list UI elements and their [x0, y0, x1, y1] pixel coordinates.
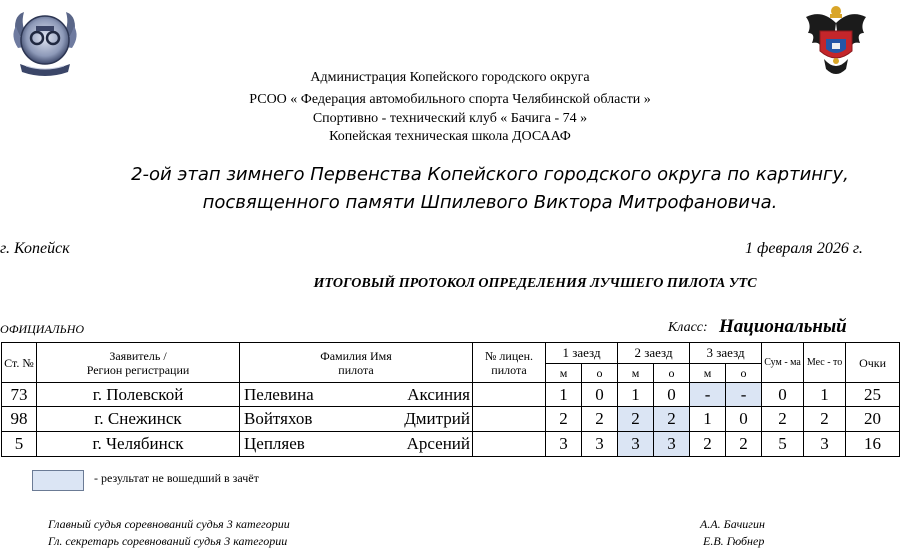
cell-region: г. Снежинск: [37, 407, 240, 432]
event-place: г. Копейск: [0, 240, 70, 257]
header-heat2-o: о: [654, 364, 690, 383]
header-license-line2: пилота: [491, 362, 527, 377]
cell-sum: 0: [762, 383, 804, 407]
cell-heat1-m: 2: [546, 407, 582, 432]
header-line-school: Копейская техническая школа ДОСААФ: [329, 129, 571, 144]
header-heat1-o: о: [582, 364, 618, 383]
pilot-surname: Пелевина: [244, 384, 314, 404]
header-line-federation: РСОО « Федерация автомобильного спорта Челябинской области »: [249, 92, 651, 107]
header-heat1-m: м: [546, 364, 582, 383]
header-pilot: [240, 343, 473, 383]
cell-points: 25: [846, 383, 900, 407]
cell-heat1-o: 2: [582, 407, 618, 432]
header-heat2-m: м: [618, 364, 654, 383]
cell-heat2-m-discarded: 2: [618, 407, 654, 432]
cell-heat1-o: 0: [582, 383, 618, 407]
cell-start-no: 98: [2, 407, 37, 432]
chief-secretary-name: Е.В. Гюбнер: [703, 534, 765, 548]
cell-license: [473, 407, 546, 432]
cell-pilot: [240, 407, 473, 432]
cell-heat2-o-discarded: 2: [654, 407, 690, 432]
cell-heat2-o-discarded: 3: [654, 432, 690, 457]
cell-heat3-m: 1: [690, 407, 726, 432]
pilot-name: Дмитрий: [404, 409, 470, 428]
pilot-surname: Цепляев: [244, 434, 305, 453]
header-line-administration: Администрация Копейского городского округа: [310, 70, 590, 85]
header-start-no: [2, 343, 37, 383]
class-value: Национальный: [719, 316, 847, 337]
header-points: Очки: [846, 343, 900, 383]
cell-heat3-o: 2: [726, 432, 762, 457]
cell-start-no: 73: [2, 383, 37, 407]
header-place-label: Мес - то: [806, 356, 843, 368]
header-heat1: 1 заезд: [546, 343, 618, 364]
class-label: Класс:: [668, 320, 708, 335]
event-title-line1: 2-ой этап зимнего Первенства Копейского городского округа по картингу,: [131, 164, 849, 185]
table-header-row: [2, 343, 900, 364]
cell-pilot: [240, 383, 473, 407]
pilot-name: Аксиния: [407, 384, 470, 404]
chief-judge-role: Главный судья соревнований судья 3 категории: [48, 517, 290, 531]
cell-heat3-m: 2: [690, 432, 726, 457]
table-row: [2, 383, 900, 407]
pilot-name: Арсений: [406, 434, 470, 453]
cell-points: 20: [846, 407, 900, 432]
legend-swatch: [32, 470, 84, 491]
header-heat3-o: о: [726, 364, 762, 383]
cell-start-no: 5: [2, 432, 37, 457]
cell-points: 16: [846, 432, 900, 457]
header-sum-label: Сум - ма: [764, 356, 801, 368]
header-line-club: Спортивно - технический клуб « Бачига - 74 »: [312, 111, 588, 126]
cell-heat3-m-discarded: -: [690, 383, 726, 407]
header-applicant-line1: Заявитель /: [109, 348, 167, 363]
cell-heat2-m: 1: [618, 383, 654, 407]
cell-heat1-m: 1: [546, 383, 582, 407]
header-pilot-line1: Фамилия Имя: [320, 348, 392, 363]
header-license: [473, 343, 546, 383]
legend-text: - результат не вошедший в зачёт: [94, 471, 259, 485]
results-table: [1, 342, 900, 457]
cell-heat2-o: 0: [654, 383, 690, 407]
header-place: [804, 343, 846, 383]
cell-pilot: [240, 432, 473, 457]
protocol-title: ИТОГОВЫЙ ПРОТОКОЛ ОПРЕДЕЛЕНИЯ ЛУЧШЕГО ПИЛОТА УТС: [313, 276, 757, 291]
table-row: [2, 432, 900, 457]
header-sum: [762, 343, 804, 383]
header-license-line1: № лицен.: [484, 348, 534, 363]
cell-region: г. Челябинск: [37, 432, 240, 457]
club-emblem-logo: [10, 6, 80, 80]
header-pilot-line2: пилота: [338, 362, 374, 377]
cell-heat3-o: 0: [726, 407, 762, 432]
cell-heat1-o: 3: [582, 432, 618, 457]
cell-place: 1: [804, 383, 846, 407]
cell-heat2-m-discarded: 3: [618, 432, 654, 457]
header-heat3-m: м: [690, 364, 726, 383]
cell-heat3-o-discarded: -: [726, 383, 762, 407]
event-date: 1 февраля 2026 г.: [745, 240, 863, 257]
chief-secretary-role: Гл. секретарь соревнований судья 3 категории: [48, 534, 288, 548]
header-applicant-line2: Регион регистрации: [86, 362, 190, 377]
cell-sum: 5: [762, 432, 804, 457]
status-label: ОФИЦИАЛЬНО: [0, 322, 85, 336]
event-title-line2: посвященного памяти Шпилевого Виктора Митрофановича.: [202, 192, 778, 213]
header-applicant: [37, 343, 240, 383]
cell-heat1-m: 3: [546, 432, 582, 457]
header-start-no-label: Ст. №: [4, 355, 34, 370]
cell-license: [473, 432, 546, 457]
cell-place: 2: [804, 407, 846, 432]
cell-sum: 2: [762, 407, 804, 432]
header-heat2: 2 заезд: [618, 343, 690, 364]
cell-license: [473, 383, 546, 407]
cell-region: г. Полевской: [37, 383, 240, 407]
chief-judge-name: А.А. Бачигин: [700, 517, 765, 531]
pilot-surname: Войтяхов: [244, 409, 313, 428]
cell-place: 3: [804, 432, 846, 457]
table-row: [2, 407, 900, 432]
header-heat3: 3 заезд: [690, 343, 762, 364]
